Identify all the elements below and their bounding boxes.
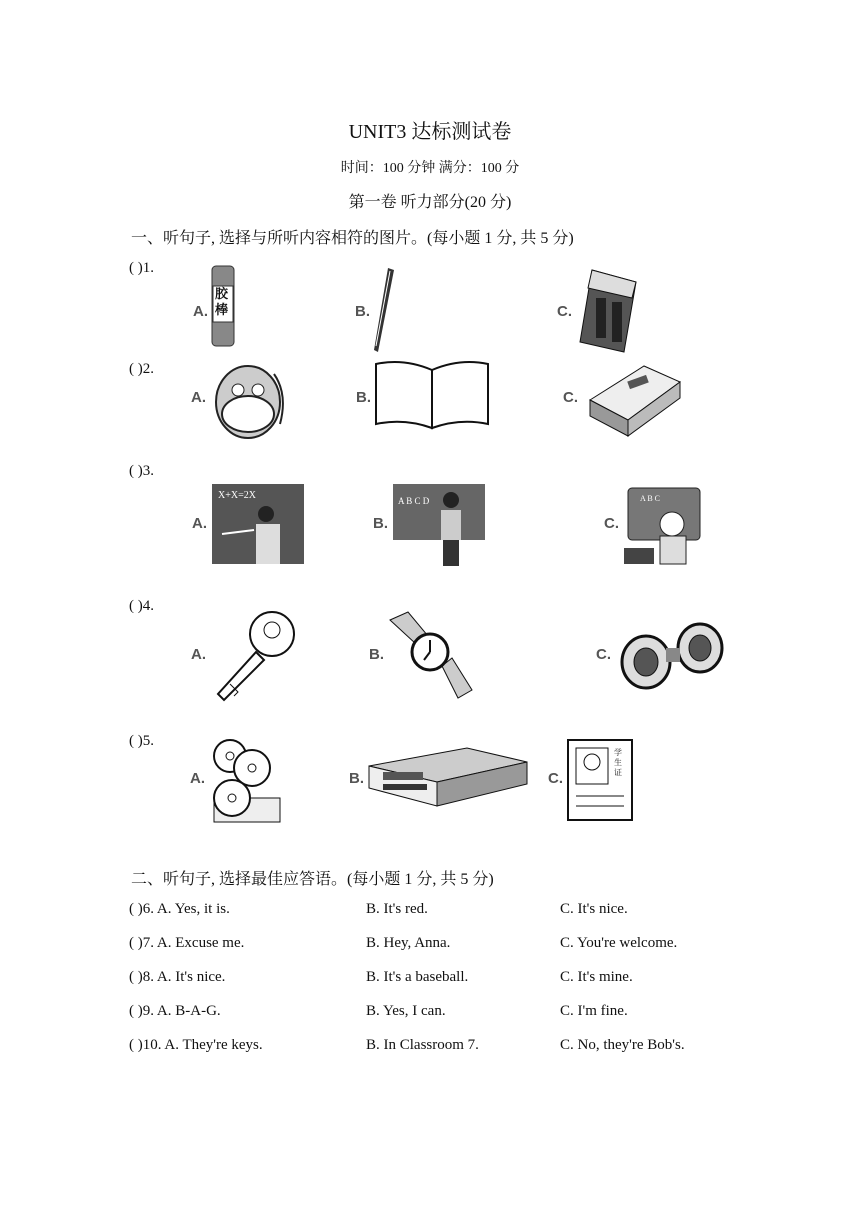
option-label: A. — [192, 515, 207, 532]
question-number: ( )4. — [129, 598, 154, 614]
board-text: X+X=2X — [218, 490, 256, 501]
question-9-option-b: B. Yes, I can. — [366, 1003, 446, 1019]
pen-icon — [368, 266, 398, 356]
question-10-option-a: ( )10. A. They're keys. — [129, 1037, 263, 1053]
option-label: A. — [193, 303, 208, 320]
question-6-option-a: ( )6. A. Yes, it is. — [129, 901, 230, 917]
question-7-option-b: B. Hey, Anna. — [366, 935, 451, 951]
option-label: A. — [191, 646, 206, 663]
watch-icon — [388, 610, 476, 700]
question-9-option-c: C. I'm fine. — [560, 1003, 628, 1019]
question-7-option-c: C. You're welcome. — [560, 935, 678, 951]
question-number: ( )5. — [129, 733, 154, 749]
option-label: B. — [373, 515, 388, 532]
board-text: A B C — [640, 494, 661, 503]
eraser-icon — [574, 268, 640, 356]
option-label: A. — [191, 389, 206, 406]
part-heading: 第一卷 听力部分(20 分) — [348, 194, 512, 211]
option-label: B. — [369, 646, 384, 663]
question-7-option-a: ( )7. A. Excuse me. — [129, 935, 245, 951]
question-8-option-a: ( )8. A. It's nice. — [129, 969, 226, 985]
question-9-option-a: ( )9. A. B-A-G. — [129, 1003, 221, 1019]
dictionary-icon — [584, 360, 684, 440]
question-8-option-c: C. It's mine. — [560, 969, 633, 985]
cd-player-icon — [367, 746, 529, 808]
option-label: C. — [557, 303, 572, 320]
option-label: C. — [548, 770, 563, 787]
glue-label: 胶棒 — [215, 287, 229, 318]
male-teacher-icon — [622, 486, 702, 566]
option-label: C. — [596, 646, 611, 663]
student-card-label: 学生证 — [614, 748, 622, 777]
question-10-option-c: C. No, they're Bob's. — [560, 1037, 685, 1053]
backpack-icon — [210, 354, 290, 442]
option-label: A. — [190, 770, 205, 787]
option-label: B. — [356, 389, 371, 406]
option-label: C. — [604, 515, 619, 532]
section2-heading: 二、听句子, 选择最佳应答语。(每小题 1 分, 共 5 分) — [131, 871, 494, 888]
question-8-option-b: B. It's a baseball. — [366, 969, 469, 985]
option-label: B. — [349, 770, 364, 787]
question-number: ( )1. — [129, 260, 154, 276]
question-10-option-b: B. In Classroom 7. — [366, 1037, 479, 1053]
cds-icon — [208, 738, 284, 824]
open-book-icon — [372, 358, 492, 430]
option-label: B. — [355, 303, 370, 320]
question-number: ( )2. — [129, 361, 154, 377]
option-label: C. — [563, 389, 578, 406]
section1-heading: 一、听句子, 选择与所听内容相符的图片。(每小题 1 分, 共 5 分) — [131, 230, 574, 247]
question-6-option-b: B. It's red. — [366, 901, 428, 917]
question-number: ( )3. — [129, 463, 154, 479]
question-6-option-c: C. It's nice. — [560, 901, 628, 917]
key-icon — [210, 608, 300, 704]
exam-info: 时间：100 分钟 满分：100 分 — [340, 161, 520, 176]
binoculars-icon — [614, 618, 726, 692]
page-title: UNIT3 达标测试卷 — [348, 121, 512, 143]
board-text: A B C D — [398, 496, 430, 506]
